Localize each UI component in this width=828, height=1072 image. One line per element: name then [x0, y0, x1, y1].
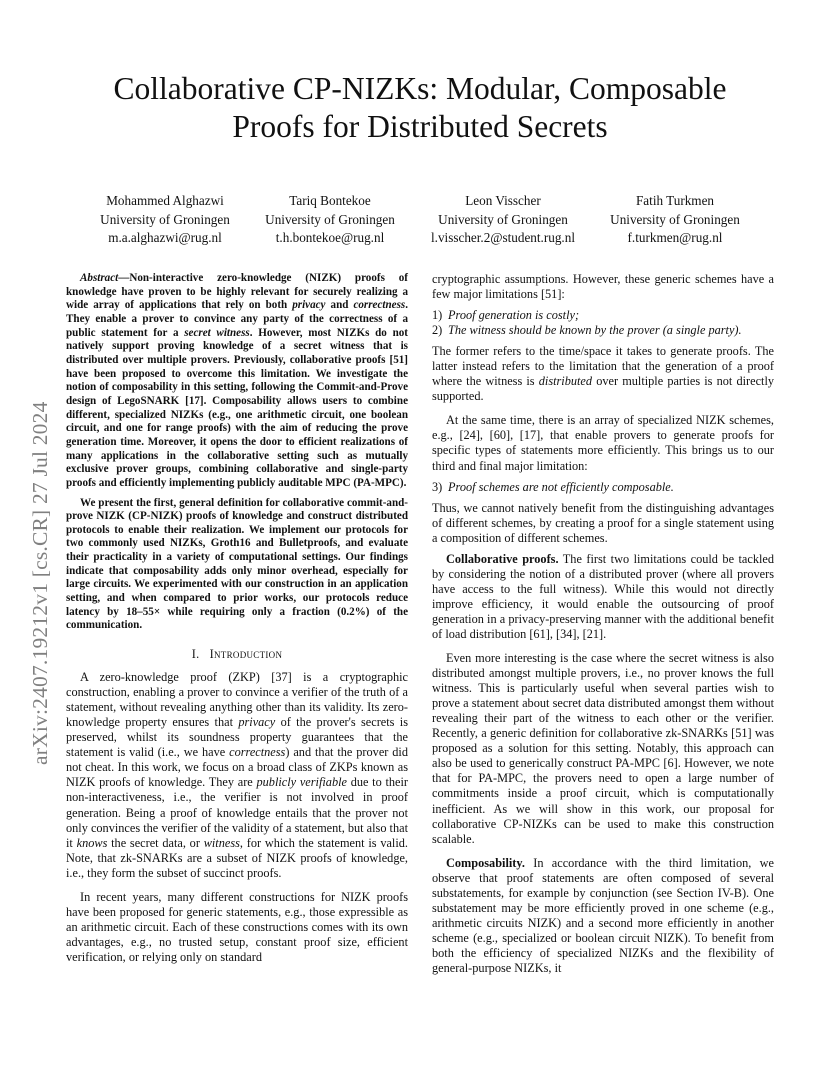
list-number: 1)	[432, 308, 443, 323]
body-emphasis: correctness	[229, 745, 286, 760]
body-text: The first two limitations could be tackled by considering the notion of a distributed prover (where all provers have access to the full witness). While this would not directly improve efficiency, it would enable the outsourcing of proof generation in a privacy-preserving manner with the additional benefit of load distribution [61], [34], [21].	[432, 551, 775, 641]
section-heading	[66, 647, 408, 662]
title-line-1: Collaborative CP-NIZKs: Modular, Composable	[113, 71, 727, 106]
author-email: m.a.alghazwi@rug.nl	[108, 230, 222, 245]
author-name: Tariq Bontekoe	[289, 193, 371, 208]
title-line-2: Proofs for Distributed Secrets	[232, 109, 608, 144]
body-text: the secret data, or	[107, 835, 204, 850]
author-affiliation: University of Groningen	[610, 211, 740, 227]
author-name: Mohammed Alghazwi	[106, 193, 224, 208]
limitation-item-1	[432, 308, 774, 323]
author-block	[60, 192, 780, 252]
abstract-paragraph-2: We present the first, general definition for collaborative commit-and-prove NIZK (CP-NIZK) proofs of knowledge and construct distributed protocols to enable their realization. We implement our protocols for two commonly used NIZKs, Groth16 and Bulletproofs, and evaluate their practicality in a variety of computational settings. Our findings indicate that composability adds only minor overhead, especially for large circuits. We experimented with our construction in an application setting, and when compared to prior works, our protocols reduce latency by 18–55× while requiring only a fraction (0.2%) of the communication.	[66, 496, 408, 632]
abstract-emphasis: correctness	[353, 299, 406, 312]
arxiv-identifier: arXiv:2407.19212v1 [cs.CR] 27 Jul 2024	[28, 401, 52, 765]
body-text: ) and that the prover did not cheat. In this work, we focus on a broad class of ZKPs known as NIZK proofs of knowledge. They are	[66, 745, 408, 790]
list-text: Proof generation is costly;	[448, 308, 580, 323]
abstract-text: . They enable a prover to convince any party of the correctness of a public statement for a	[66, 299, 408, 339]
body-emphasis: privacy	[238, 715, 276, 730]
body-text: In accordance with the third limitation, we observe that proof statements are often composed of several substatements, for example by conjunction (see Section IV-B). One substatement may be more efficiently proved in one scheme (e.g., arithmetic circuits NIZK) and a second more efficiently in another scheme (e.g., specialized or boolean circuit NIZK). To benefit from both the efficiency of specialized NIZKs and the flexibility of general-purpose NIZKs, it	[432, 855, 774, 975]
collaborative-proofs-paragraph	[432, 552, 774, 642]
body-text: of the prover's secrets is preserved, whilst its soundness property guarantees that the statement is valid (i.e., we have	[66, 715, 408, 760]
right-paragraph-1	[432, 344, 774, 404]
limitation-item-2	[432, 323, 774, 338]
body-text: due to their non-interactiveness, i.e., the verifier is not involved in proof generation. Being a proof of knowledge entails that the prover not only convinces the verifier of the validity of a statement, but also that it	[66, 775, 409, 850]
right-paragraph-2: At the same time, there is an array of specialized NIZK schemes, e.g., [24], [60], [17], that enable provers to generate proofs for specific types of statements more efficiently. This brings us to our third and final major limitation:	[432, 413, 774, 473]
author-email: t.h.bontekoe@rug.nl	[275, 230, 385, 245]
abstract-paragraph-1	[66, 272, 408, 491]
author-email: f.turkmen@rug.nl	[627, 230, 723, 245]
abstract-emphasis: privacy	[292, 299, 326, 312]
abstract-label: Abstract	[80, 272, 119, 284]
section-title: Introduction	[209, 647, 283, 662]
author-1	[80, 192, 250, 248]
author-affiliation: University of Groningen	[100, 211, 230, 227]
author-name: Fatih Turkmen	[635, 193, 715, 208]
author-3	[418, 192, 588, 248]
section-number: I.	[191, 647, 200, 662]
right-paragraph-3: Thus, we cannot natively benefit from the distinguishing advantages of different schemes, by creating a proof for a single statement using a composition of different schemes.	[432, 500, 774, 545]
list-number: 2)	[432, 323, 443, 338]
composability-paragraph	[432, 856, 774, 976]
body-emphasis: witness	[203, 835, 240, 850]
body-text: The former refers to the time/space it takes to generate proofs. The latter instead refers to the limitation that the generation of a proof where the witness is	[432, 344, 774, 389]
right-column	[432, 272, 774, 976]
author-affiliation: University of Groningen	[438, 211, 568, 227]
body-text: A zero-knowledge proof (ZKP) [37] is a cryptographic construction, enabling a prover to convince a verifier of the truth of a statement, without revealing anything other than its validity. Its zero-knowledge property ensures that	[66, 670, 408, 730]
body-emphasis: distributed	[538, 374, 593, 389]
list-text: Proof schemes are not efficiently composable.	[448, 479, 674, 494]
right-paragraph-5: Even more interesting is the case where the secret witness is also distributed amongst multiple provers, i.e., no prover knows the full witness. This is particularly useful when several parties wish to prove a statement about secret data distributed amongst them without revealing their part of the witness to each other or the verifier. Recently, a generic definition for collaborative zk-SNARKs [51] was proposed as a solution for this setting. Notably, this approach can also be used to generically construct PA-MPC [6]. However, we note that for PA-MPC, the provers need to open a large number of commitments inside a proof circuit, which is computationally inefficient. As we will show in this work, our proposal for collaborative CP-NIZKs can be used to make this construction scalable.	[432, 651, 774, 846]
intro-paragraph-1	[66, 670, 408, 881]
paragraph-heading: Composability.	[446, 855, 525, 870]
abstract-text: and	[325, 299, 354, 312]
body-emphasis: publicly verifiable	[256, 775, 347, 790]
body-text: over multiple parties is not directly supported.	[432, 374, 775, 404]
left-column	[66, 272, 408, 965]
body-text: , for which the statement is valid. Note, that zk-SNARKs are a subset of NIZK proofs of knowledge, i.e., they form the subset of succinct proofs.	[66, 835, 408, 880]
intro-paragraph-2: In recent years, many different constructions for NIZK proofs have been proposed for generic statements, e.g., those expressible as an arithmetic circuit. Each of these constructions comes with its own advantages, e.g., no trusted setup, constant proof size, efficient verification, or relying only on standard	[66, 889, 408, 964]
author-affiliation: University of Groningen	[265, 211, 395, 227]
abstract-emphasis: secret witness	[184, 326, 250, 339]
limitation-item-3	[432, 480, 774, 495]
paragraph-heading: Collaborative proofs.	[446, 551, 559, 566]
author-4	[590, 192, 760, 248]
paper-title	[60, 70, 780, 146]
author-email: l.visscher.2@student.rug.nl	[430, 230, 575, 245]
author-2	[245, 192, 415, 248]
body-emphasis: knows	[76, 835, 108, 850]
list-text: The witness should be known by the prover (a single party).	[448, 323, 742, 338]
abstract-text: . However, most NIZKs do not natively support proving knowledge of a secret witness that is distributed over multiple provers. Previously, collaborative proofs [51] have been proposed to overcome this limitation. We investigate the notion of composability in this setting, following the Commit-and-Prove design of LegoSNARK [17]. Composability allows users to combine different, specialized NIZKs (e.g., one arithmetic circuit, one boolean circuit, and one for range proofs) with the aim of reducing the prove generation time. Moreover, it opens the door to efficient realizations of many applications in the collaborative setting such as mutually exclusive prover groups, combining collaborative and single-party proofs and efficiently implementing publicly auditable MPC (PA-MPC).	[66, 326, 408, 489]
list-number: 3)	[432, 479, 443, 494]
abstract-text: —Non-interactive zero-knowledge (NIZK) proofs of knowledge have proven to be highly relevant for securely realizing a wide array of applications that rely on both	[66, 272, 408, 312]
author-name: Leon Visscher	[465, 193, 541, 208]
right-paragraph-0: cryptographic assumptions. However, these generic schemes have a few major limitations [51]:	[432, 272, 774, 302]
